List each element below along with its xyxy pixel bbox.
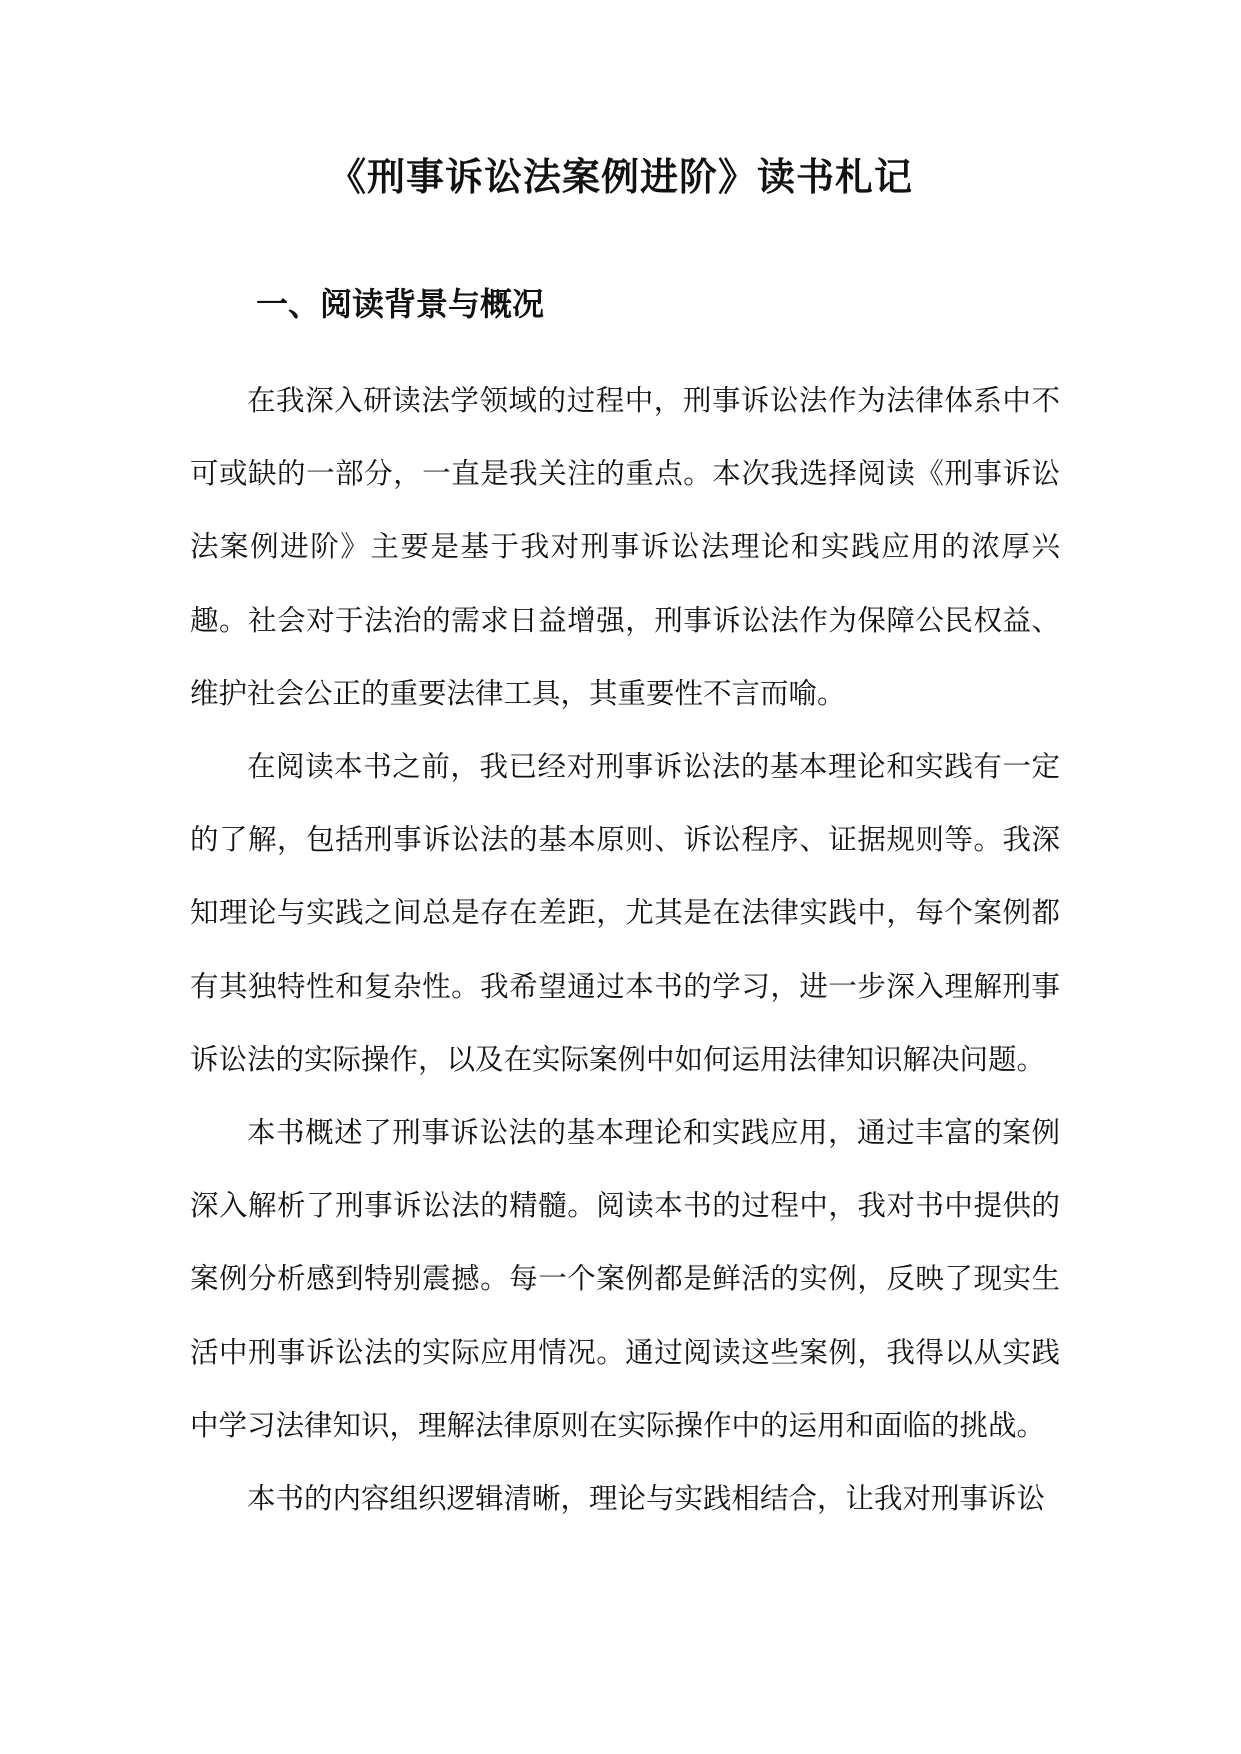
paragraph-2: 在阅读本书之前，我已经对刑事诉讼法的基本理论和实践有一定的了解，包括刑事诉讼法的基本原则、诉讼程序、证据规则等。我深知理论与实践之间总是存在差距，尤其是在法律实践中，每个案例都有其独特性和复杂性。我希望通过本书的学习，进一步深入理解刑事诉讼法的实际操作，以及在实际案例中如何运用法律知识解决问题。 xyxy=(190,750,1060,1076)
document-title: 《刑事诉讼法案例进阶》读书札记 xyxy=(327,154,913,199)
paragraph-3: 本书概述了刑事诉讼法的基本理论和实践应用，通过丰富的案例深入解析了刑事诉讼法的精髓。阅读本书的过程中，我对书中提供的案例分析感到特别震撼。每一个案例都是鲜活的实例，反映了现实生活中刑事诉讼法的实际应用情况。通过阅读这些案例，我得以从实践中学习法律知识，理解法律原则在实际操作中的运用和面临的挑战。 xyxy=(190,1116,1060,1442)
section-body xyxy=(190,364,1060,1535)
paragraph-4: 本书的内容组织逻辑清晰，理论与实践相结合，让我对刑事诉讼 xyxy=(247,1482,1046,1516)
paragraph-1: 在我深入研读法学领域的过程中，刑事诉讼法作为法律体系中不可或缺的一部分，一直是我关注的重点。本次我选择阅读《刑事诉讼法案例进阶》主要是基于我对刑事诉讼法理论和实践应用的浓厚兴趣。社会对于法治的需求日益增强，刑事诉讼法作为保障公民权益、维护社会公正的重要法律工具，其重要性不言而喻。 xyxy=(190,384,1060,710)
section-heading: 一、阅读背景与概况 xyxy=(256,285,545,323)
